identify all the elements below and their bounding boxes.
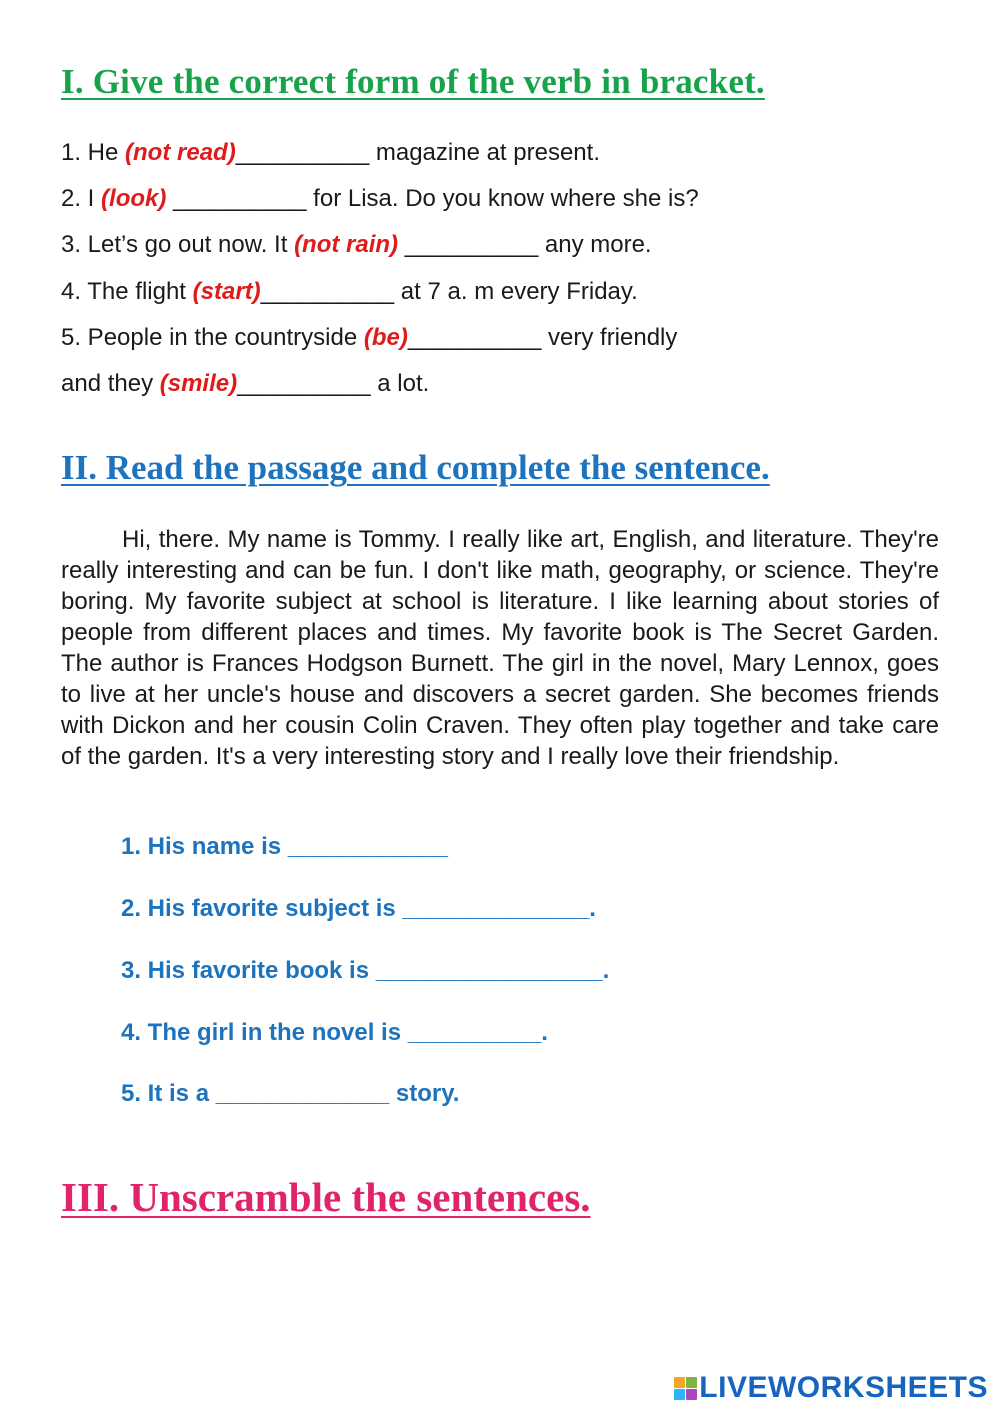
verb-hint: (be) [363,324,408,351]
answer-blank[interactable]: __________ [260,278,395,305]
answer-blank[interactable]: __________ [166,185,307,212]
item-text: 1. He [61,139,126,166]
verb-exercise-item-5-continued [61,370,429,398]
logo-grid-icon [674,1377,697,1400]
item-text: magazine at present. [369,139,600,166]
logo-square [674,1389,685,1400]
verb-hint: (not rain) [294,231,399,258]
verb-exercise-item-3 [61,231,652,259]
item-text: 3. Let’s go out now. It [61,231,295,258]
reading-question-4[interactable]: 4. The girl in the novel is __________. [121,1019,548,1046]
logo-square [674,1377,685,1388]
verb-exercise-item-2 [61,185,699,213]
item-text: at 7 a. m every Friday. [394,278,638,305]
liveworksheets-logo [674,1373,988,1403]
item-text: 4. The flight [61,278,193,305]
verb-hint: (not read) [125,139,236,166]
verb-exercise-item-5 [61,324,677,352]
item-text: 2. I [61,185,102,212]
verb-hint: (start) [192,278,261,305]
verb-hint: (smile) [159,370,238,397]
verb-exercise-item-4 [61,278,638,306]
reading-passage: Hi, there. My name is Tommy. I really like art, English, and literature. They're really interesting and can be fun. I don't like math, geography, or science. They're boring. My favorite subject at school is literature. I like learning about stories of people from different places and times. My favorite book is The Secret Garden. The author is Frances Hodgson Burnett. The girl in the novel, Mary Lennox, goes to live at her uncle's house and discovers a secret garden. She becomes friends with Dickon and her cousin Colin Craven. They often play together and take care of the garden. It's a very interesting story and I really love their friendship. [61,526,939,770]
answer-blank[interactable]: __________ [235,139,370,166]
logo-square [686,1377,697,1388]
reading-question-2[interactable]: 2. His favorite subject is ______________. [121,895,596,922]
answer-blank[interactable]: __________ [407,324,542,351]
item-text: a lot. [370,370,430,397]
item-text: and they [61,370,160,397]
logo-text: LIVEWORKSHEETS [699,1371,988,1404]
item-text: any more. [538,231,652,258]
section-2-title: II. Read the passage and complete the sentence. [61,448,770,487]
logo-square [686,1389,697,1400]
reading-question-1[interactable]: 1. His name is ____________ [121,833,448,860]
verb-hint: (look) [101,185,167,212]
answer-blank[interactable]: __________ [398,231,539,258]
item-text: for Lisa. Do you know where she is? [306,185,699,212]
item-text: very friendly [541,324,678,351]
answer-blank[interactable]: __________ [237,370,371,397]
item-text: 5. People in the countryside [61,324,364,351]
reading-question-5[interactable]: 5. It is a _____________ story. [121,1080,460,1107]
verb-exercise-item-1 [61,139,600,167]
section-1-title: I. Give the correct form of the verb in bracket. [61,62,765,101]
reading-question-3[interactable]: 3. His favorite book is _________________. [121,957,610,984]
section-3-title: III. Unscramble the sentences. [61,1174,591,1220]
